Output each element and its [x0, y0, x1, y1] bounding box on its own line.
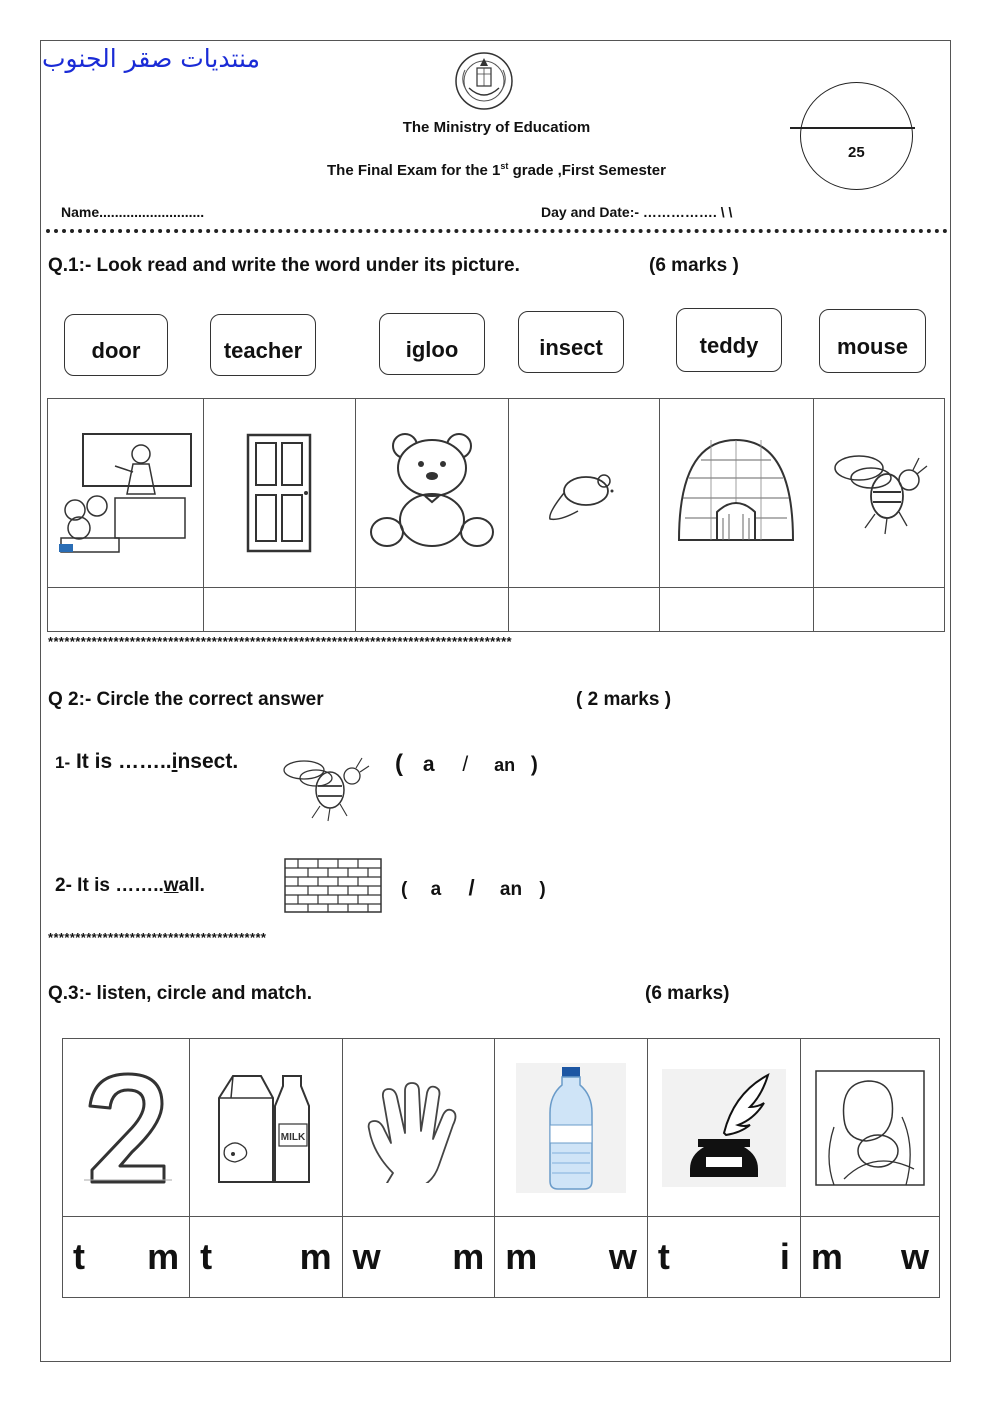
teacher-classroom-icon — [55, 428, 195, 558]
total-score: 25 — [848, 144, 865, 161]
letter-option[interactable]: m — [810, 1236, 843, 1277]
teddy-bear-icon — [367, 428, 497, 558]
brick-wall-icon — [284, 858, 382, 913]
word-box: teddy — [676, 308, 782, 372]
picture-cell — [48, 399, 204, 588]
letter-option[interactable]: w — [352, 1236, 381, 1277]
score-divider — [790, 127, 915, 129]
star-separator: ************************************************************************************* — [48, 634, 513, 649]
mother-baby-icon — [814, 1069, 926, 1187]
q2-sentence-1: 1- It is ……..insect. — [55, 750, 239, 773]
milk-carton-bottle-icon — [211, 1068, 321, 1188]
answer-cell[interactable] — [203, 588, 355, 632]
q3-marks: (6 marks) — [645, 983, 730, 1004]
option-a[interactable]: a — [430, 879, 442, 900]
ink-pot-quill-icon — [662, 1069, 786, 1187]
word-box: teacher — [210, 314, 316, 376]
word-box: igloo — [379, 313, 485, 375]
q2-sentence-2: 2- It is ……..wall. — [55, 875, 205, 896]
door-icon — [244, 433, 314, 553]
q2-heading: Q 2:- Circle the correct answer — [48, 689, 324, 710]
forum-watermark: منتديات صقر الجنوب — [42, 44, 260, 73]
answer-cell[interactable] — [508, 588, 660, 632]
word-box: insect — [518, 311, 624, 373]
option-an[interactable]: an — [494, 755, 516, 775]
word-box: door — [64, 314, 168, 376]
q1-marks: (6 marks ) — [649, 255, 739, 276]
letter-option[interactable]: t — [657, 1236, 670, 1277]
picture-cell — [342, 1039, 495, 1217]
letter-option[interactable]: m — [299, 1236, 332, 1277]
letter-cell[interactable] — [647, 1217, 800, 1298]
letter-cell[interactable] — [342, 1217, 495, 1298]
exam-title: The Final Exam for the 1st grade ,First Semester — [327, 161, 666, 179]
picture-cell — [495, 1039, 648, 1217]
date-field[interactable]: Day and Date:- ……………. \ \ — [541, 204, 733, 220]
letter-option[interactable]: i — [779, 1236, 790, 1277]
letter-option[interactable]: m — [505, 1236, 538, 1277]
ministry-crest-icon — [447, 48, 521, 114]
letter-cell[interactable] — [800, 1217, 939, 1298]
q3-heading: Q.3:- listen, circle and match. — [48, 983, 312, 1004]
answer-cell[interactable] — [660, 588, 814, 632]
letter-option[interactable]: w — [608, 1236, 637, 1277]
answer-cell[interactable] — [48, 588, 204, 632]
option-an[interactable]: an — [499, 879, 523, 900]
letter-option[interactable]: t — [73, 1236, 85, 1277]
q2-marks: ( 2 marks ) — [576, 689, 672, 710]
water-bottle-icon — [516, 1063, 626, 1193]
picture-cell — [356, 399, 509, 588]
letter-cell[interactable] — [495, 1217, 648, 1298]
name-field[interactable]: Name........................... — [61, 204, 205, 220]
ministry-title: The Ministry of Educatiom — [402, 119, 591, 136]
score-circle — [800, 82, 913, 190]
letter-option[interactable]: m — [147, 1236, 180, 1277]
letter-option[interactable]: t — [200, 1236, 213, 1277]
milk-label: MILK — [280, 1131, 306, 1143]
picture-cell — [813, 399, 944, 588]
picture-cell — [508, 399, 660, 588]
mouse-icon — [544, 463, 624, 523]
letter-cell[interactable] — [63, 1217, 190, 1298]
igloo-icon — [671, 428, 801, 558]
picture-cell — [203, 399, 355, 588]
letter-option[interactable]: w — [900, 1236, 929, 1277]
q1-picture-table — [47, 398, 945, 632]
number-two-icon — [76, 1068, 176, 1188]
bee-insect-icon — [829, 448, 929, 538]
bee-insect-icon — [280, 752, 372, 824]
picture-cell — [660, 399, 814, 588]
letter-option[interactable]: m — [452, 1236, 485, 1277]
picture-cell — [190, 1039, 343, 1217]
star-separator: **************************************** — [48, 930, 267, 945]
q2-options-2: ( a / an ) — [401, 875, 546, 900]
q1-heading: Q.1:- Look read and write the word under its picture. — [48, 255, 520, 276]
q2-options-1: ( a / an ) — [395, 750, 538, 777]
answer-cell[interactable] — [356, 588, 509, 632]
letter-cell[interactable] — [190, 1217, 343, 1298]
word-box: mouse — [819, 309, 926, 373]
picture-cell — [800, 1039, 939, 1217]
picture-cell — [647, 1039, 800, 1217]
option-a[interactable]: a — [422, 753, 435, 776]
answer-cell[interactable] — [813, 588, 944, 632]
waving-hand-icon — [363, 1073, 473, 1183]
picture-cell — [63, 1039, 190, 1217]
header-dotted-divider — [46, 229, 948, 233]
q3-picture-table — [62, 1038, 940, 1298]
